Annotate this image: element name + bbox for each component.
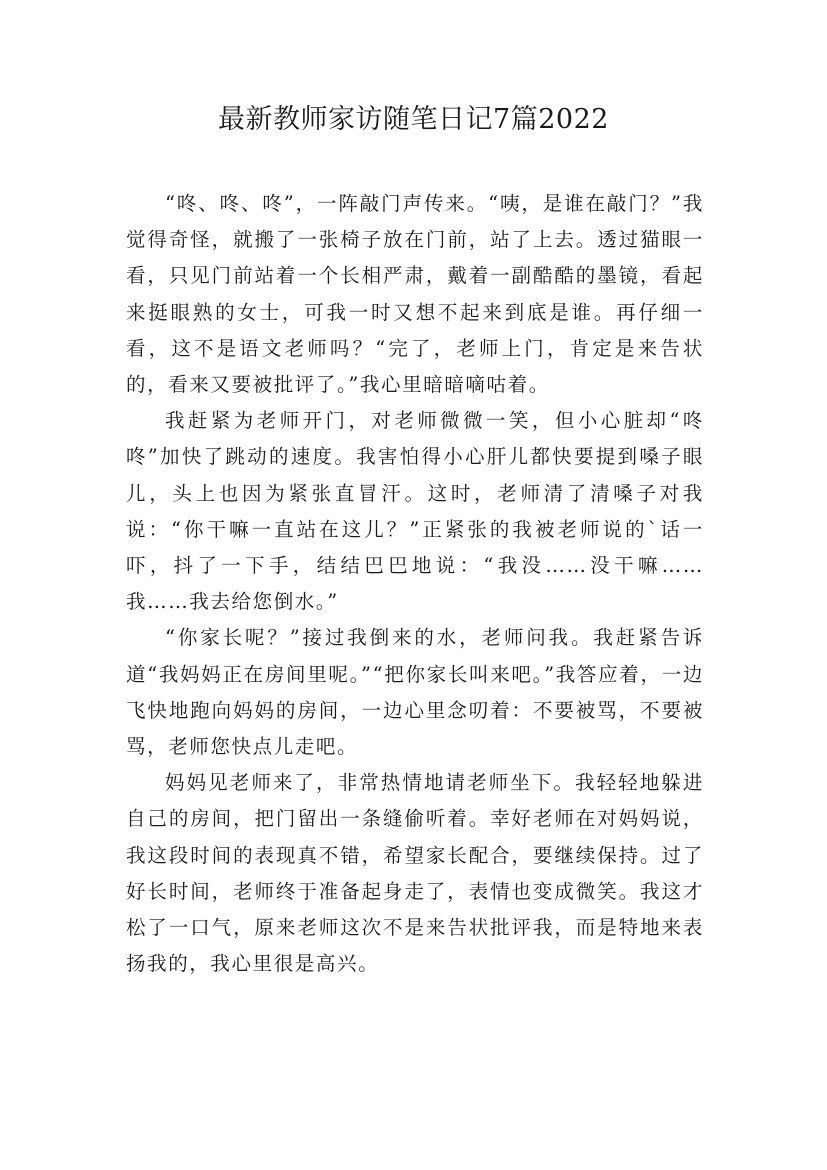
paragraph-4: 妈妈见老师来了，非常热情地请老师坐下。我轻轻地躲进自己的房间，把门留出一条缝偷听着。幸好老师在对妈妈说，我这段时间的表现真不错，希望家长配合，要继续保持。过了好长时间，老师终于准备起身走了，表情也变成微笑。我这才松了一口气，原来老师这次不是来告状批评我，而是特地来表扬我的，我心里很是高兴。	[126, 771, 704, 976]
document-title: 最新教师家访随笔日记7篇2022	[218, 104, 609, 135]
paragraph-3: “你家长呢？”接过我倒来的水，老师问我。我赶紧告诉道“我妈妈正在房间里呢。”“把你家长叫来吧。”我答应着，一边飞快地跑向妈妈的房间，一边心里念叨着：不要被骂，不要被骂，老师您快点儿走吧。	[126, 626, 704, 759]
paragraph-2: 我赶紧为老师开门，对老师微微一笑，但小心脏却“咚咚”加快了跳动的速度。我害怕得小心肝儿都快要提到嗓子眼儿，头上也因为紧张直冒汗。这时，老师清了清嗓子对我说：“你干嘛一直站在这儿？”正紧张的我被老师说的`话一吓，抖了一下手，结结巴巴地说：“我没……没干嘛……我……我去给您倒水。”	[126, 409, 704, 614]
paragraph-1: “咚、咚、咚”，一阵敲门声传来。“咦，是谁在敲门？”我觉得奇怪，就搬了一张椅子放在门前，站了上去。透过猫眼一看，只见门前站着一个长相严肃，戴着一副酷酷的墨镜，看起来挺眼熟的女士，可我一时又想不起来到底是谁。再仔细一看，这不是语文老师吗？“完了，老师上门，肯定是来告状的，看来又要被批评了。”我心里暗暗嘀咕着。	[126, 192, 704, 397]
document-body	[126, 186, 704, 982]
